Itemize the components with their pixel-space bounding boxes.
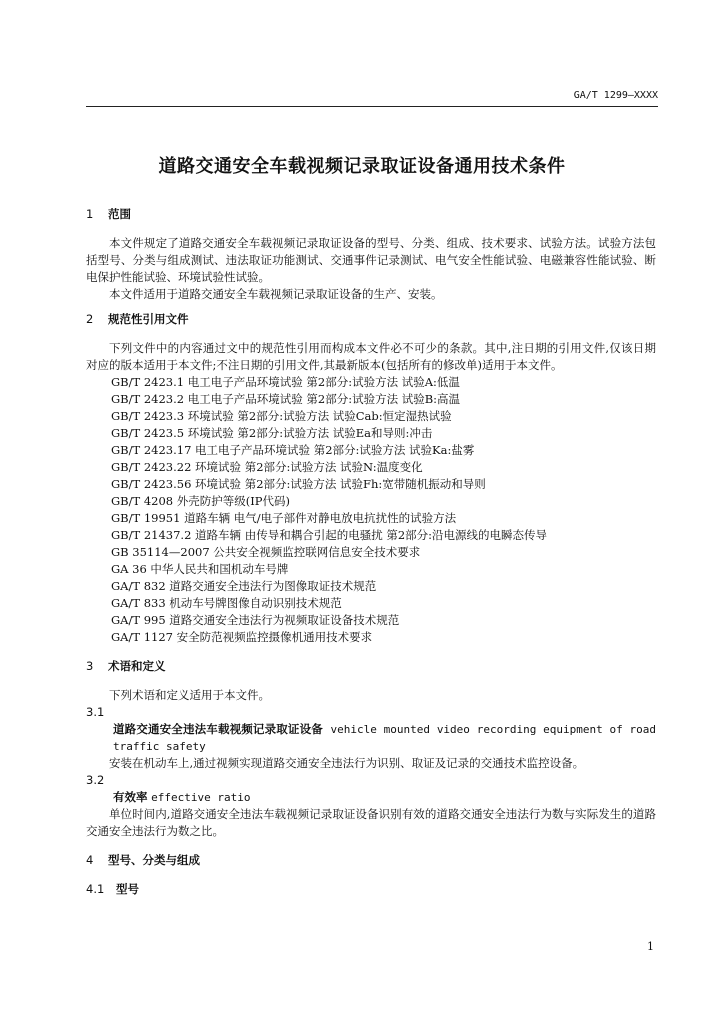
section-title: 规范性引用文件 bbox=[108, 312, 189, 326]
paragraph: 下列术语和定义适用于本文件。 bbox=[109, 688, 270, 702]
page-number: 1 bbox=[647, 940, 654, 953]
term-zh: 道路交通安全违法车载视频记录取证设备 bbox=[113, 722, 323, 736]
reference-item: GA/T 995 道路交通安全违法行为视频取证设备技术规范 bbox=[111, 613, 400, 627]
reference-item: GB/T 2423.22 环境试验 第2部分:试验方法 试验N:温度变化 bbox=[111, 460, 423, 474]
reference-item: GA/T 832 道路交通安全违法行为图像取证技术规范 bbox=[111, 579, 377, 593]
document-body bbox=[86, 206, 656, 898]
term-en: vehicle mounted video recording equipment of road traffic safety bbox=[113, 723, 656, 753]
subsection-4-1-heading bbox=[86, 881, 656, 898]
section-number: 1 bbox=[86, 207, 94, 221]
document-title: 道路交通安全车载视频记录取证设备通用技术条件 bbox=[158, 156, 566, 177]
reference-list bbox=[86, 374, 656, 646]
section-2-heading bbox=[86, 311, 656, 328]
reference-item: GB 35114—2007 公共安全视频监控联网信息安全技术要求 bbox=[111, 545, 421, 559]
paragraph: 本文件规定了道路交通安全车载视频记录取证设备的型号、分类、组成、技术要求、试验方法。试验方法包括型号、分类与组成测试、违法取证功能测试、交通事件记录测试、电气安全性能试验、电磁兼容性能试验、断电保护性能试验、环境试验性试验。 bbox=[86, 236, 656, 284]
reference-item: GB/T 21437.2 道路车辆 由传导和耦合引起的电骚扰 第2部分:沿电源线的电瞬态传导 bbox=[111, 528, 548, 542]
section-title: 型号、分类与组成 bbox=[108, 853, 200, 867]
section-number: 4 bbox=[86, 853, 94, 867]
reference-item: GA/T 1127 安全防范视频监控摄像机通用技术要求 bbox=[111, 630, 373, 644]
reference-item: GB/T 19951 道路车辆 电气/电子部件对静电放电抗扰性的试验方法 bbox=[111, 511, 457, 525]
reference-item: GB/T 4208 外壳防护等级(IP代码) bbox=[111, 494, 291, 508]
reference-item: GB/T 2423.2 电工电子产品环境试验 第2部分:试验方法 试验B:高温 bbox=[111, 392, 461, 406]
section-1-heading bbox=[86, 206, 656, 223]
reference-item: GA/T 833 机动车号牌图像自动识别技术规范 bbox=[111, 596, 342, 610]
section-number: 2 bbox=[86, 312, 94, 326]
section-title: 术语和定义 bbox=[108, 659, 166, 673]
reference-item: GB/T 2423.5 环境试验 第2部分:试验方法 试验Ea和导则:冲击 bbox=[111, 426, 433, 440]
reference-item: GB/T 2423.3 环境试验 第2部分:试验方法 试验Cab:恒定湿热试验 bbox=[111, 409, 452, 423]
term-definition: 安装在机动车上,通过视频实现道路交通安全违法行为识别、取证及记录的交通技术监控设备。 bbox=[109, 756, 585, 770]
section-title: 范围 bbox=[108, 207, 131, 221]
section-4-heading bbox=[86, 852, 656, 869]
term-entry bbox=[86, 721, 656, 755]
reference-item: GB/T 2423.17 电工电子产品环境试验 第2部分:试验方法 试验Ka:盐雾 bbox=[111, 443, 475, 457]
header-code: GA/T 1299—XXXX bbox=[573, 90, 658, 101]
section-number: 3 bbox=[86, 659, 94, 673]
subsection-number: 4.1 bbox=[86, 882, 105, 896]
reference-item: GB/T 2423.1 电工电子产品环境试验 第2部分:试验方法 试验A:低温 bbox=[111, 375, 460, 389]
term-entry bbox=[86, 789, 656, 806]
term-en: effective ratio bbox=[151, 791, 251, 804]
term-number: 3.1 bbox=[86, 705, 105, 719]
paragraph: 下列文件中的内容通过文中的规范性引用而构成本文件必不可少的条款。其中,注日期的引用文件,仅该日期对应的版本适用于本文件;不注日期的引用文件,其最新版本(包括所有的修改单)适用于本文件。 bbox=[86, 341, 656, 372]
term-zh: 有效率 bbox=[113, 790, 148, 804]
subsection-title: 型号 bbox=[116, 882, 139, 896]
reference-item: GA 36 中华人民共和国机动车号牌 bbox=[111, 562, 289, 576]
header-rule bbox=[86, 106, 658, 107]
paragraph: 本文件适用于道路交通安全车载视频记录取证设备的生产、安装。 bbox=[109, 287, 443, 301]
term-definition: 单位时间内,道路交通安全违法车载视频记录取证设备识别有效的道路交通安全违法行为数与实际发生的道路交通安全违法行为数之比。 bbox=[86, 807, 656, 838]
reference-item: GB/T 2423.56 环境试验 第2部分:试验方法 试验Fh:宽带随机振动和导则 bbox=[111, 477, 486, 491]
term-number: 3.2 bbox=[86, 773, 105, 787]
section-3-heading bbox=[86, 658, 656, 675]
